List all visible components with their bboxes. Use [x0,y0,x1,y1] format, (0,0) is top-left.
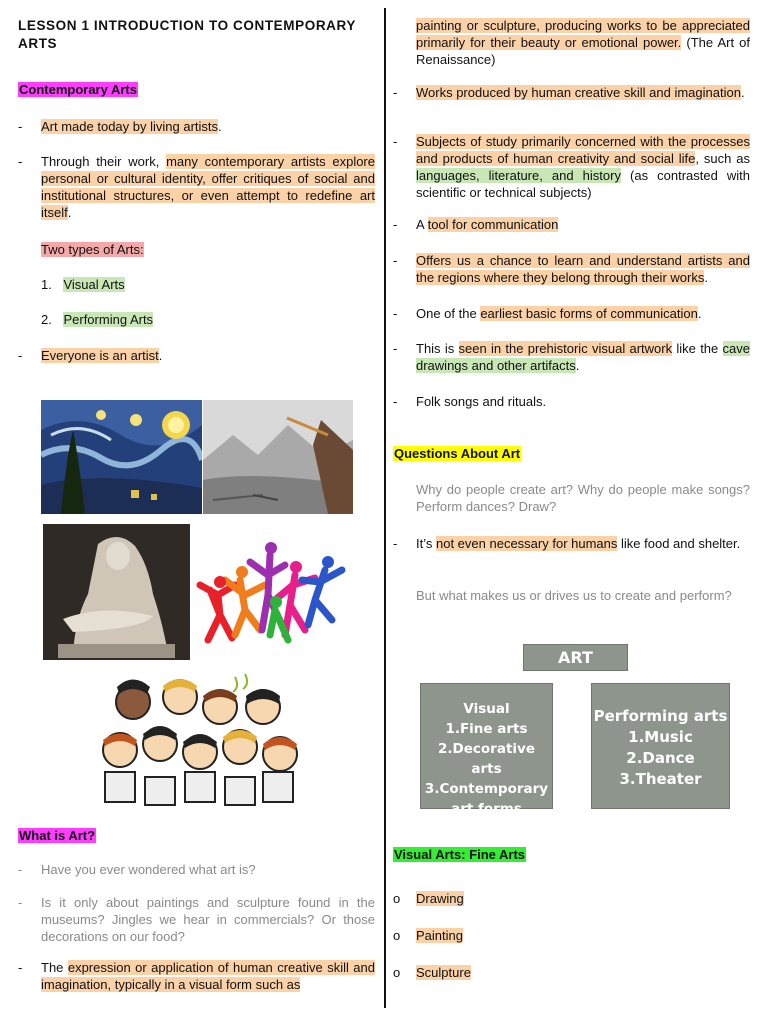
question-why-create: Why do people create art? Why do people make songs? Perform dances? Draw? [416,482,750,514]
performing-arts-box: Performing arts 1.Music 2.Dance 3.Theater [591,683,730,809]
bullet-through-work: - Through their work, many contemporary artists explore personal or cultural identity, offer critiques of social and institutional structures, or even attempt to redefine art itself. [18,154,375,220]
art-definition: - The expression or application of human creative skill and imagination, typically in a visual form such as [18,960,375,992]
bullet-not-necessary: - It’s not even necessary for humans like food and shelter. [393,536,741,551]
two-types-label: Two types of Arts: [41,242,144,257]
definition-continued: painting or sculpture, producing works to be appreciated primarily for their beauty or emotional power. (The Art of Renaissance) [416,18,750,67]
bullet-art-today: - Art made today by living artists. [18,119,222,134]
pencil-drawing-photo [203,400,353,514]
heading-contemporary-arts: Contemporary Arts [19,82,137,97]
singing-choir-cartoon [95,672,305,808]
bullet-folk-songs: - Folk songs and rituals. [393,394,547,409]
dancers-silhouettes [190,540,350,650]
bullet-tool-communication: - A tool for communication [393,217,559,232]
list-performing-arts: 2. Performing Arts [41,312,154,327]
lesson-title: LESSON 1 INTRODUCTION TO CONTEMPORARY ARTS [18,18,356,51]
question-paintings: - Is it only about paintings and sculpture found in the museums? Jingles we hear in commercials? Or those decorations on our food? [18,895,375,944]
heading-what-is-art: What is Art? [19,828,96,843]
visual-arts-box: Visual 1.Fine arts 2.Decorative arts 3.Contemporary art forms [420,683,553,809]
fine-arts-drawing: o Drawing [393,891,464,906]
bullet-offers-chance: - Offers us a chance to learn and understand artists and the regions where they belong through their works. [393,253,750,285]
fine-arts-painting: o Painting [393,928,463,943]
art-label-box: ART [523,644,628,671]
question-what-drives: But what makes us or drives us to create and perform? [416,588,732,603]
heading-questions-about-art: Questions About Art [394,446,521,461]
bullet-everyone-artist: - Everyone is an artist. [18,348,163,363]
bullet-prehistoric: - This is seen in the prehistoric visual artwork like the cave drawings and other artifacts. [393,341,751,373]
pieta-sculpture-photo [43,524,190,660]
starry-night-painting [41,400,202,514]
bullet-earliest-forms: - One of the earliest basic forms of communication. [393,306,702,321]
fine-arts-sculpture: o Sculpture [393,965,471,980]
list-visual-arts: 1. Visual Arts [41,277,125,292]
heading-visual-fine-arts: Visual Arts: Fine Arts [394,847,525,862]
bullet-works-produced: - Works produced by human creative skill and imagination. [393,85,745,100]
column-divider [384,8,386,1008]
question-wondered: - Have you ever wondered what art is? [18,862,256,877]
bullet-subjects-study: - Subjects of study primarily concerned with the processes and products of human creativity and social life, such as languages, literature, and history (as contrasted with scientific or technical subjects) [393,134,751,200]
